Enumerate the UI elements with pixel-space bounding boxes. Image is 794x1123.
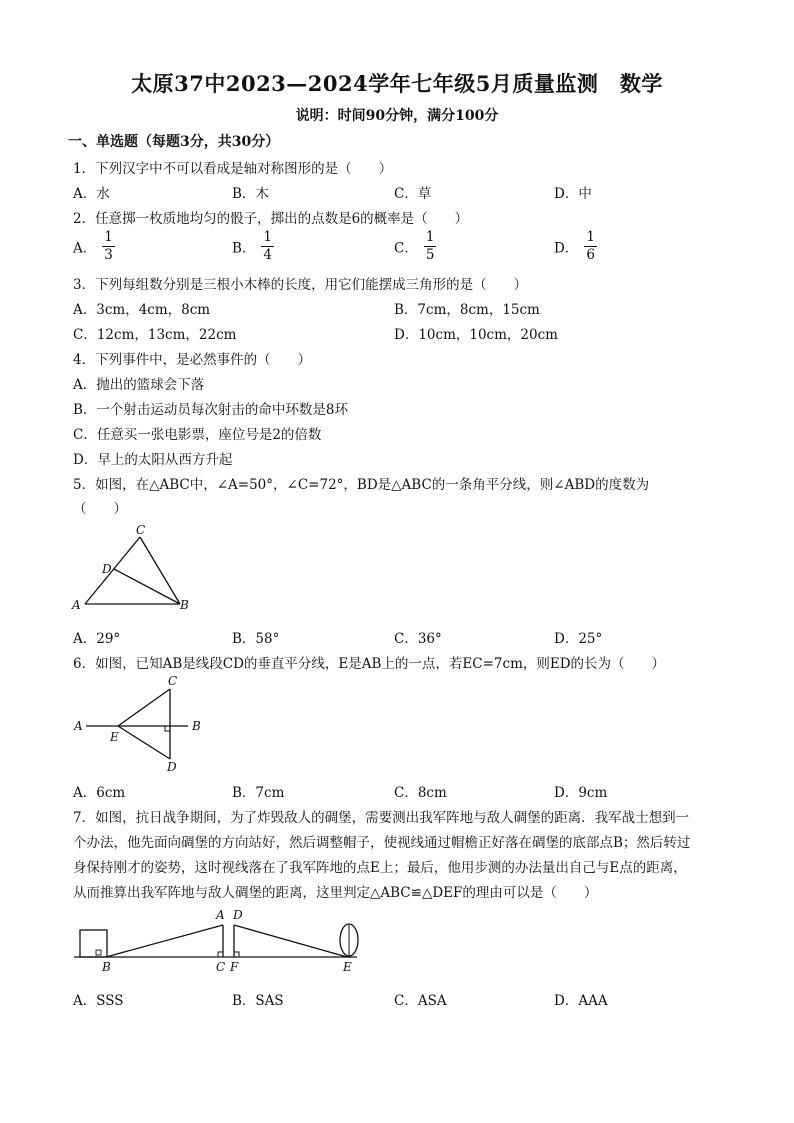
question-7-stem-line-3: 身保持刚才的姿势，这时视线落在了我军阵地的点E上；最后，他用步测的办法量出自己与E点的距离，	[73, 860, 687, 876]
q2-option-d-fraction	[584, 229, 597, 264]
right-angle-mark	[165, 726, 170, 731]
q6-perpendicular-bisector-figure	[72, 672, 212, 781]
q2-option-c	[394, 229, 436, 264]
q2-option-b-fraction	[261, 229, 274, 264]
q2-option-a	[73, 229, 115, 264]
fraction-numerator: 1	[263, 229, 273, 245]
point-b-label: B	[192, 719, 201, 733]
q6-option-d: D．9cm	[554, 785, 608, 801]
q2-option-c-label: C．	[394, 240, 418, 257]
q5-option-b: B．58°	[232, 631, 280, 647]
segment-ec	[118, 689, 170, 726]
q3-option-b: B．7cm，8cm，15cm	[394, 302, 540, 318]
question-4-stem: 4．下列事件中，是必然事件的（ ）	[73, 352, 312, 368]
point-f-label: F	[230, 960, 239, 974]
exam-instructions: 说明：时间90分钟，满分100分	[295, 108, 499, 124]
segment-ed	[118, 726, 170, 759]
q5-option-a: A．29°	[73, 631, 121, 647]
q6-option-b: B．7cm	[232, 785, 285, 801]
bunker-box	[80, 930, 107, 957]
segment-ac	[85, 537, 140, 604]
q7-figure-svg	[72, 905, 372, 980]
question-5-answer-blank: （ ）	[73, 501, 127, 517]
point-e-label: E	[343, 960, 352, 974]
point-a-label: A	[72, 598, 81, 612]
q7-option-c: C．ASA	[394, 993, 447, 1009]
q5-option-c: C．36°	[394, 631, 442, 647]
q4-option-d: D．早上的太阳从西方升起	[73, 452, 233, 468]
point-c-label: C	[136, 523, 146, 537]
point-a-label: A	[216, 908, 225, 922]
question-3-stem: 3．下列每组数分别是三根小木棒的长度，用它们能摆成三角形的是（ ）	[73, 277, 528, 293]
q3-option-d: D．10cm，10cm，20cm	[394, 327, 558, 343]
q5-option-d: D．25°	[554, 631, 603, 647]
q4-option-b: B．一个射击运动员每次射击的命中环数是8环	[73, 402, 349, 418]
point-c-label: C	[216, 960, 226, 974]
q4-option-a: A．抛出的篮球会下落	[73, 377, 205, 393]
point-b-label: B	[102, 960, 111, 974]
sight-line-de	[234, 925, 347, 957]
fraction-denominator: 5	[425, 247, 435, 263]
question-6-stem: 6．如图，已知AB是线段CD的垂直平分线，E是AB上的一点，若EC=7cm，则ED的长为（ ）	[73, 656, 666, 672]
question-2-stem: 2．任意掷一枚质地均匀的骰子，掷出的点数是6的概率是（ ）	[73, 211, 469, 227]
q5-triangle-figure	[68, 525, 198, 619]
fraction-denominator: 3	[104, 247, 113, 263]
question-7-stem-line-1: 7．如图，抗日战争期间，为了炸毁敌人的碉堡，需要测出我军阵地与敌人碉堡的距离．我军战士想到一	[73, 810, 690, 826]
q2-option-b-label: B．	[232, 240, 256, 257]
fraction-numerator: 1	[586, 229, 595, 245]
sight-line-ab	[106, 925, 223, 957]
point-d-label: D	[167, 760, 177, 774]
q2-option-d	[554, 229, 597, 264]
fraction-numerator: 1	[104, 229, 113, 245]
right-angle-mark-f	[234, 952, 239, 957]
q1-option-a: A．水	[73, 186, 110, 202]
question-7-stem-line-4: 从而推算出我军阵地与敌人碉堡的距离，这里判定△ABC≌△DEF的理由可以是（ ）	[73, 885, 598, 901]
q2-option-a-label: A．	[73, 240, 97, 257]
right-angle-mark-c	[218, 952, 223, 957]
point-d-label: D	[233, 908, 243, 922]
q6-option-c: C．8cm	[394, 785, 447, 801]
q1-option-c: C．草	[394, 186, 432, 202]
bunker-door	[96, 950, 101, 955]
exam-title: 太原37中2023—2024学年七年级5月质量监测 数学	[131, 71, 663, 96]
q2-option-b	[232, 229, 274, 264]
section-heading: 一、单选题（每题3分，共30分）	[68, 134, 280, 150]
point-d-label: D	[102, 562, 112, 576]
q1-option-b: B．木	[232, 186, 269, 202]
fraction-numerator: 1	[425, 229, 435, 245]
point-e-label: E	[110, 730, 119, 744]
question-5-stem: 5．如图，在△ABC中，∠A=50°，∠C=72°，BD是△ABC的一条角平分线，则∠ABD的度数为	[73, 477, 650, 493]
q2-option-c-fraction	[424, 229, 437, 264]
point-b-label: B	[180, 598, 189, 612]
question-7-stem-line-2: 个办法，他先面向碉堡的方向站好，然后调整帽子，使视线通过帽檐正好落在碉堡的底部点B；然后转过	[73, 835, 691, 851]
q7-option-b: B．SAS	[232, 993, 284, 1009]
q7-option-d: D．AAA	[554, 993, 608, 1009]
q1-option-d: D．中	[554, 186, 592, 202]
q7-option-a: A．SSS	[73, 993, 124, 1009]
q2-option-d-label: D．	[554, 240, 579, 257]
point-c-label: C	[168, 674, 178, 688]
q4-option-c: C．任意买一张电影票，座位号是2的倍数	[73, 427, 322, 443]
q7-bunker-figure	[72, 905, 372, 984]
q6-option-a: A．6cm	[73, 785, 126, 801]
fraction-denominator: 6	[586, 247, 595, 263]
fraction-denominator: 4	[263, 247, 273, 263]
question-1-stem: 1．下列汉字中不可以看成是轴对称图形的是（ ）	[73, 161, 393, 177]
q6-figure-svg	[72, 672, 212, 777]
q2-option-a-fraction	[102, 229, 115, 264]
q5-triangle-svg	[68, 525, 198, 615]
q3-option-c: C．12cm，13cm，22cm	[73, 327, 237, 343]
point-a-label: A	[74, 719, 83, 733]
q3-option-a: A．3cm，4cm，8cm	[73, 302, 211, 318]
